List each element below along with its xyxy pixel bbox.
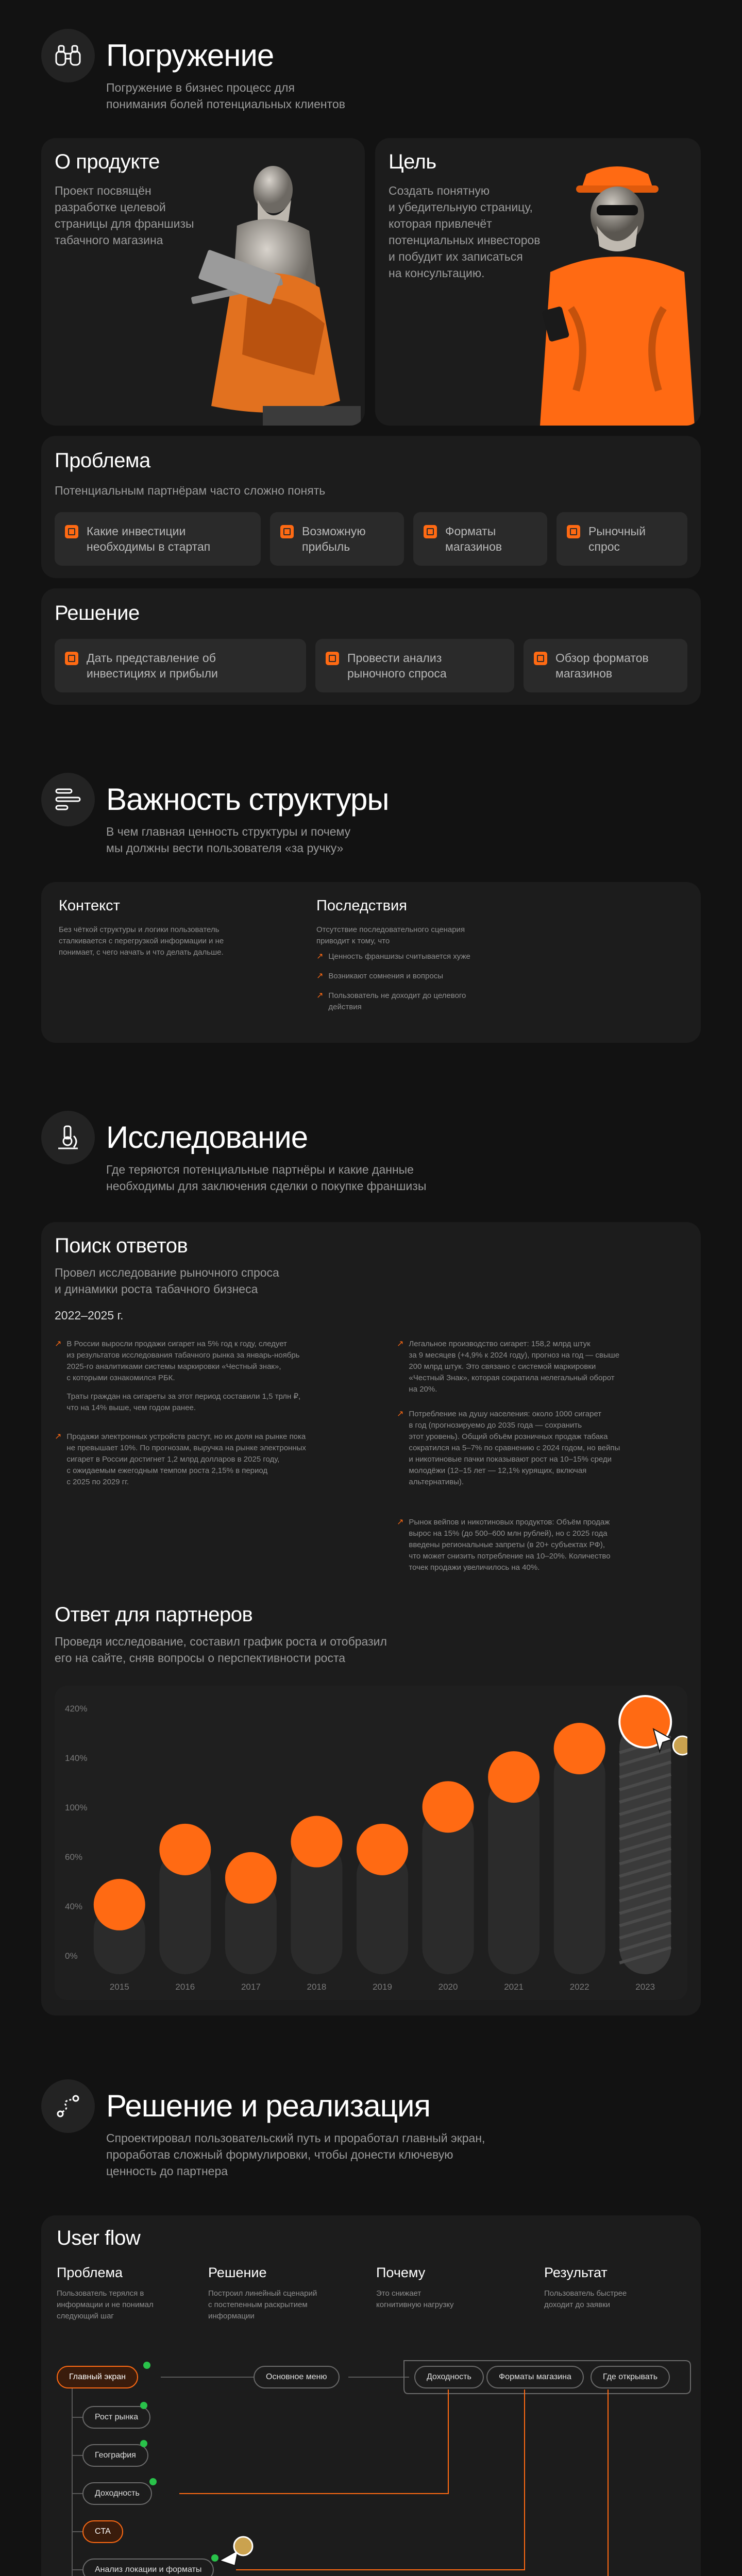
- philosopher-illustration: [170, 159, 361, 426]
- bar-value-dot: [94, 1879, 145, 1930]
- cursor-icon: [214, 2535, 256, 2571]
- arrow-icon: ↗: [397, 1518, 404, 1527]
- solution-card: [41, 588, 701, 705]
- arrow-icon: ↗: [397, 1340, 404, 1348]
- product-card: [41, 138, 365, 426]
- flow-node-main: Главный экран: [57, 2366, 138, 2388]
- y-tick-label: 60%: [65, 1852, 83, 1862]
- bar-value-dot: [159, 1824, 211, 1875]
- arrow-icon: ↗: [316, 972, 324, 980]
- research-header: [41, 1111, 426, 1194]
- product-title: О продукте: [55, 150, 160, 173]
- research-subtitle: Где теряются потенциальные партнёры и какие данные необходимы для заключения сделки о покупке франшизы: [106, 1163, 427, 1193]
- status-dot: [143, 2362, 150, 2369]
- microscope-icon: [41, 1111, 95, 1164]
- problem-card: [41, 436, 701, 578]
- bar-value-dot: [225, 1852, 277, 1904]
- goal-card: [375, 138, 701, 426]
- fact-item: ↗ Продажи электронных устройств растут, но их доля на рынке пока не превышает 10%. По прогнозам, выручка на рынке электронных сигарет в России достигнет 1,2 млрд долларов в 2025 году, с ожидаемым ежегодным темпом роста 2,15% в период с 2025 по 2029 гг.: [55, 1431, 364, 1488]
- status-dot: [149, 2478, 157, 2485]
- x-tick-label: 2017: [241, 1982, 261, 1992]
- impl-title: Решение и реализация: [106, 2089, 431, 2123]
- bar-value-dot: [488, 1751, 539, 1803]
- immersion-title: Погружение: [106, 38, 274, 73]
- x-tick-label: 2019: [373, 1982, 392, 1992]
- y-tick-label: 0%: [65, 1951, 78, 1961]
- structure-card: [41, 882, 701, 1043]
- flow-step-cta: CTA: [82, 2520, 123, 2543]
- partners-subtitle: Проведя исследование, составил график роста и отобразил его на сайте, сняв вопросы о перспективности роста: [55, 1635, 387, 1665]
- flow-step-location: Анализ локации и форматы: [82, 2558, 214, 2576]
- store-icon: [424, 525, 437, 538]
- product-text: Проект посвящён разработке целевой страницы для франшизы табачного магазина: [55, 184, 194, 247]
- context-title: Контекст: [59, 897, 120, 914]
- y-tick-label: 100%: [65, 1803, 88, 1812]
- arrow-icon: ↗: [316, 952, 324, 961]
- structure-header: [41, 773, 389, 856]
- userflow-title: User flow: [57, 2227, 141, 2249]
- growth-chart: [55, 1686, 687, 2000]
- avatar-icon: [673, 1736, 687, 1755]
- x-tick-label: 2023: [635, 1982, 655, 1992]
- problem-chip-investments: Какие инвестиции необходимы в стартап: [55, 512, 261, 566]
- bar-track: [488, 1777, 539, 1974]
- structure-subtitle: В чем главная ценность структуры и почему мы должны вести пользователя «за ручку»: [106, 825, 351, 855]
- x-tick-label: 2021: [504, 1982, 524, 1992]
- binoculars-icon: [41, 29, 95, 82]
- flow-node-menu: Основное меню: [254, 2366, 340, 2388]
- coins-icon: [280, 525, 294, 538]
- impl-subtitle: Спроектировал пользовательский путь и проработал главный экран, проработав сложный формулировки, чтобы донести ключевую ценность до партнера: [106, 2131, 485, 2178]
- arrow-icon: ↗: [55, 1340, 62, 1348]
- research-title: Исследование: [106, 1120, 308, 1155]
- growth-chart-svg: [55, 1686, 687, 2000]
- x-tick-label: 2018: [307, 1982, 327, 1992]
- bar-value-dot: [291, 1816, 342, 1868]
- answers-subtitle: Провел исследование рыночного спроса и динамики роста табачного бизнеса: [55, 1266, 279, 1296]
- bar-value-dot: [357, 1824, 408, 1875]
- x-tick-label: 2015: [109, 1982, 129, 1992]
- userflow-col-result: Результат Пользователь быстрее доходит до заявки: [544, 2265, 627, 2309]
- answers-period: 2022–2025 г.: [55, 1309, 124, 1322]
- x-tick-label: 2022: [569, 1982, 589, 1992]
- solution-chip-formats: Обзор форматов магазинов: [524, 639, 687, 692]
- answers-title: Поиск ответов: [55, 1234, 188, 1257]
- x-tick-label: 2016: [175, 1982, 195, 1992]
- path-icon: [41, 2079, 95, 2133]
- y-tick-label: 40%: [65, 1902, 83, 1911]
- userflow-card: [41, 2215, 701, 2576]
- y-tick-label: 140%: [65, 1753, 88, 1763]
- goal-text: Создать понятную и убедительную страницу, которая привлечёт потенциальных инвесторов и побудит их записаться на консультацию.: [389, 184, 541, 280]
- bar-track: [554, 1749, 605, 1974]
- problem-chip-demand: Рыночный спрос: [556, 512, 687, 566]
- flow-node-menu-where: Где открывать: [591, 2366, 670, 2388]
- structure-title: Важность структуры: [106, 782, 389, 817]
- userflow-connectors: [41, 2215, 701, 2576]
- chart-icon: [567, 525, 580, 538]
- flow-node-menu-yield: Доходность: [414, 2366, 484, 2388]
- consequence-item: ↗ Ценность франшизы считывается хуже: [316, 951, 470, 962]
- flow-step-market: Рост рынка: [82, 2406, 150, 2429]
- fact-item: ↗ Рынок вейпов и никотиновых продуктов: Объём продаж вырос на 15% (до 500–600 млн рублей), но с 2025 года введены региональные запреты (в 20+ субъектах РФ), что может снизить потребление на 10–20%. Количество точек продажи увеличилось на 40%.: [397, 1517, 685, 1573]
- solution-title: Решение: [55, 602, 140, 624]
- arrow-icon: ↗: [55, 1432, 62, 1441]
- context-text: Без чёткой структуры и логики пользователь сталкивается с перегрузкой информации и не понимает, с чего начать и что делать дальше.: [59, 925, 224, 957]
- consequence-item: ↗ Возникают сомнения и вопросы: [316, 971, 443, 982]
- problem-title: Проблема: [55, 449, 150, 472]
- fact-item: ↗ В России выросли продажи сигарет на 5% год к году, следует из результатов исследования табачного рынка за январь-ноябрь 2025-го аналитиками системы маркировки «Честный знак», с которыми ознакомился РБК. Траты граждан на сигареты за этот период составили 1,5 трлн ₽, что на 14% выше, чем годом ранее.: [55, 1338, 364, 1414]
- status-dot: [140, 2402, 147, 2409]
- y-tick-label: 420%: [65, 1704, 88, 1714]
- problem-subtitle: Потенциальным партнёрам часто сложно понять: [55, 484, 326, 497]
- wallet-icon: [65, 652, 78, 665]
- research-card: [41, 1222, 701, 2015]
- immersion-subtitle: Погружение в бизнес процесс для понимания болей потенциальных клиентов: [106, 81, 345, 111]
- problem-chip-profit: Возможную прибыль: [270, 512, 404, 566]
- solution-chip-investments: Дать представление об инвестициях и прибыли: [55, 639, 306, 692]
- store-icon: [534, 652, 547, 665]
- consequences-title: Последствия: [316, 897, 407, 914]
- problem-chip-formats: Форматы магазинов: [413, 512, 547, 566]
- solution-chip-market: Провести анализ рыночного спроса: [315, 639, 514, 692]
- partners-title: Ответ для партнеров: [55, 1603, 253, 1626]
- flow-step-yield: Доходность: [82, 2482, 152, 2505]
- x-tick-label: 2020: [438, 1982, 458, 1992]
- consequence-item: ↗ Пользователь не доходит до целевого действия: [316, 990, 466, 1013]
- userflow-col-why: Почему Это снижает когнитивную нагрузку: [376, 2265, 454, 2309]
- bar-value-dot: [423, 1781, 474, 1833]
- userflow-col-problem: Проблема Пользователь терялся в информации и не понимал следующий шаг: [57, 2265, 154, 2320]
- chart-icon: [326, 652, 339, 665]
- fact-item: ↗ Потребление на душу населения: около 1000 сигарет в год (прогнозируемо до 2035 года — сохранить этот уровень). Общий объём розничных продаж табака сократился на 5–7% по сравнению с 2024 годом, но вейпы и никотиновые пачки показывают рост на 10–15% среди молодёжи (12–15 лет — 12,1% курящих, включая альтернативы).: [397, 1409, 685, 1488]
- fact-item: ↗ Легальное производство сигарет: 158,2 млрд штук за 9 месяцев (+4,9% к 2024 году), прогноз на год — свыше 200 млрд штук. Это связано с системой маркировки «Честный Знак», которая сократила нелегальный оборот на 20%.: [397, 1338, 685, 1395]
- consequences-text: Отсутствие последовательного сценария приводит к тому, что: [316, 925, 465, 945]
- structure-icon: [41, 773, 95, 826]
- status-dot: [140, 2440, 147, 2447]
- businessman-illustration: [514, 154, 700, 426]
- impl-header: [41, 2079, 485, 2179]
- wallet-icon: [65, 525, 78, 538]
- bar-value-dot: [554, 1723, 605, 1774]
- arrow-icon: ↗: [316, 991, 324, 1000]
- immersion-header: [41, 29, 345, 112]
- userflow-col-solution: Решение Построил линейный сценарий с постепенным раскрытием информации: [208, 2265, 317, 2320]
- arrow-icon: ↗: [397, 1410, 404, 1418]
- flow-step-geo: География: [82, 2444, 148, 2467]
- goal-title: Цель: [389, 150, 436, 173]
- flow-node-menu-formats: Форматы магазина: [486, 2366, 584, 2388]
